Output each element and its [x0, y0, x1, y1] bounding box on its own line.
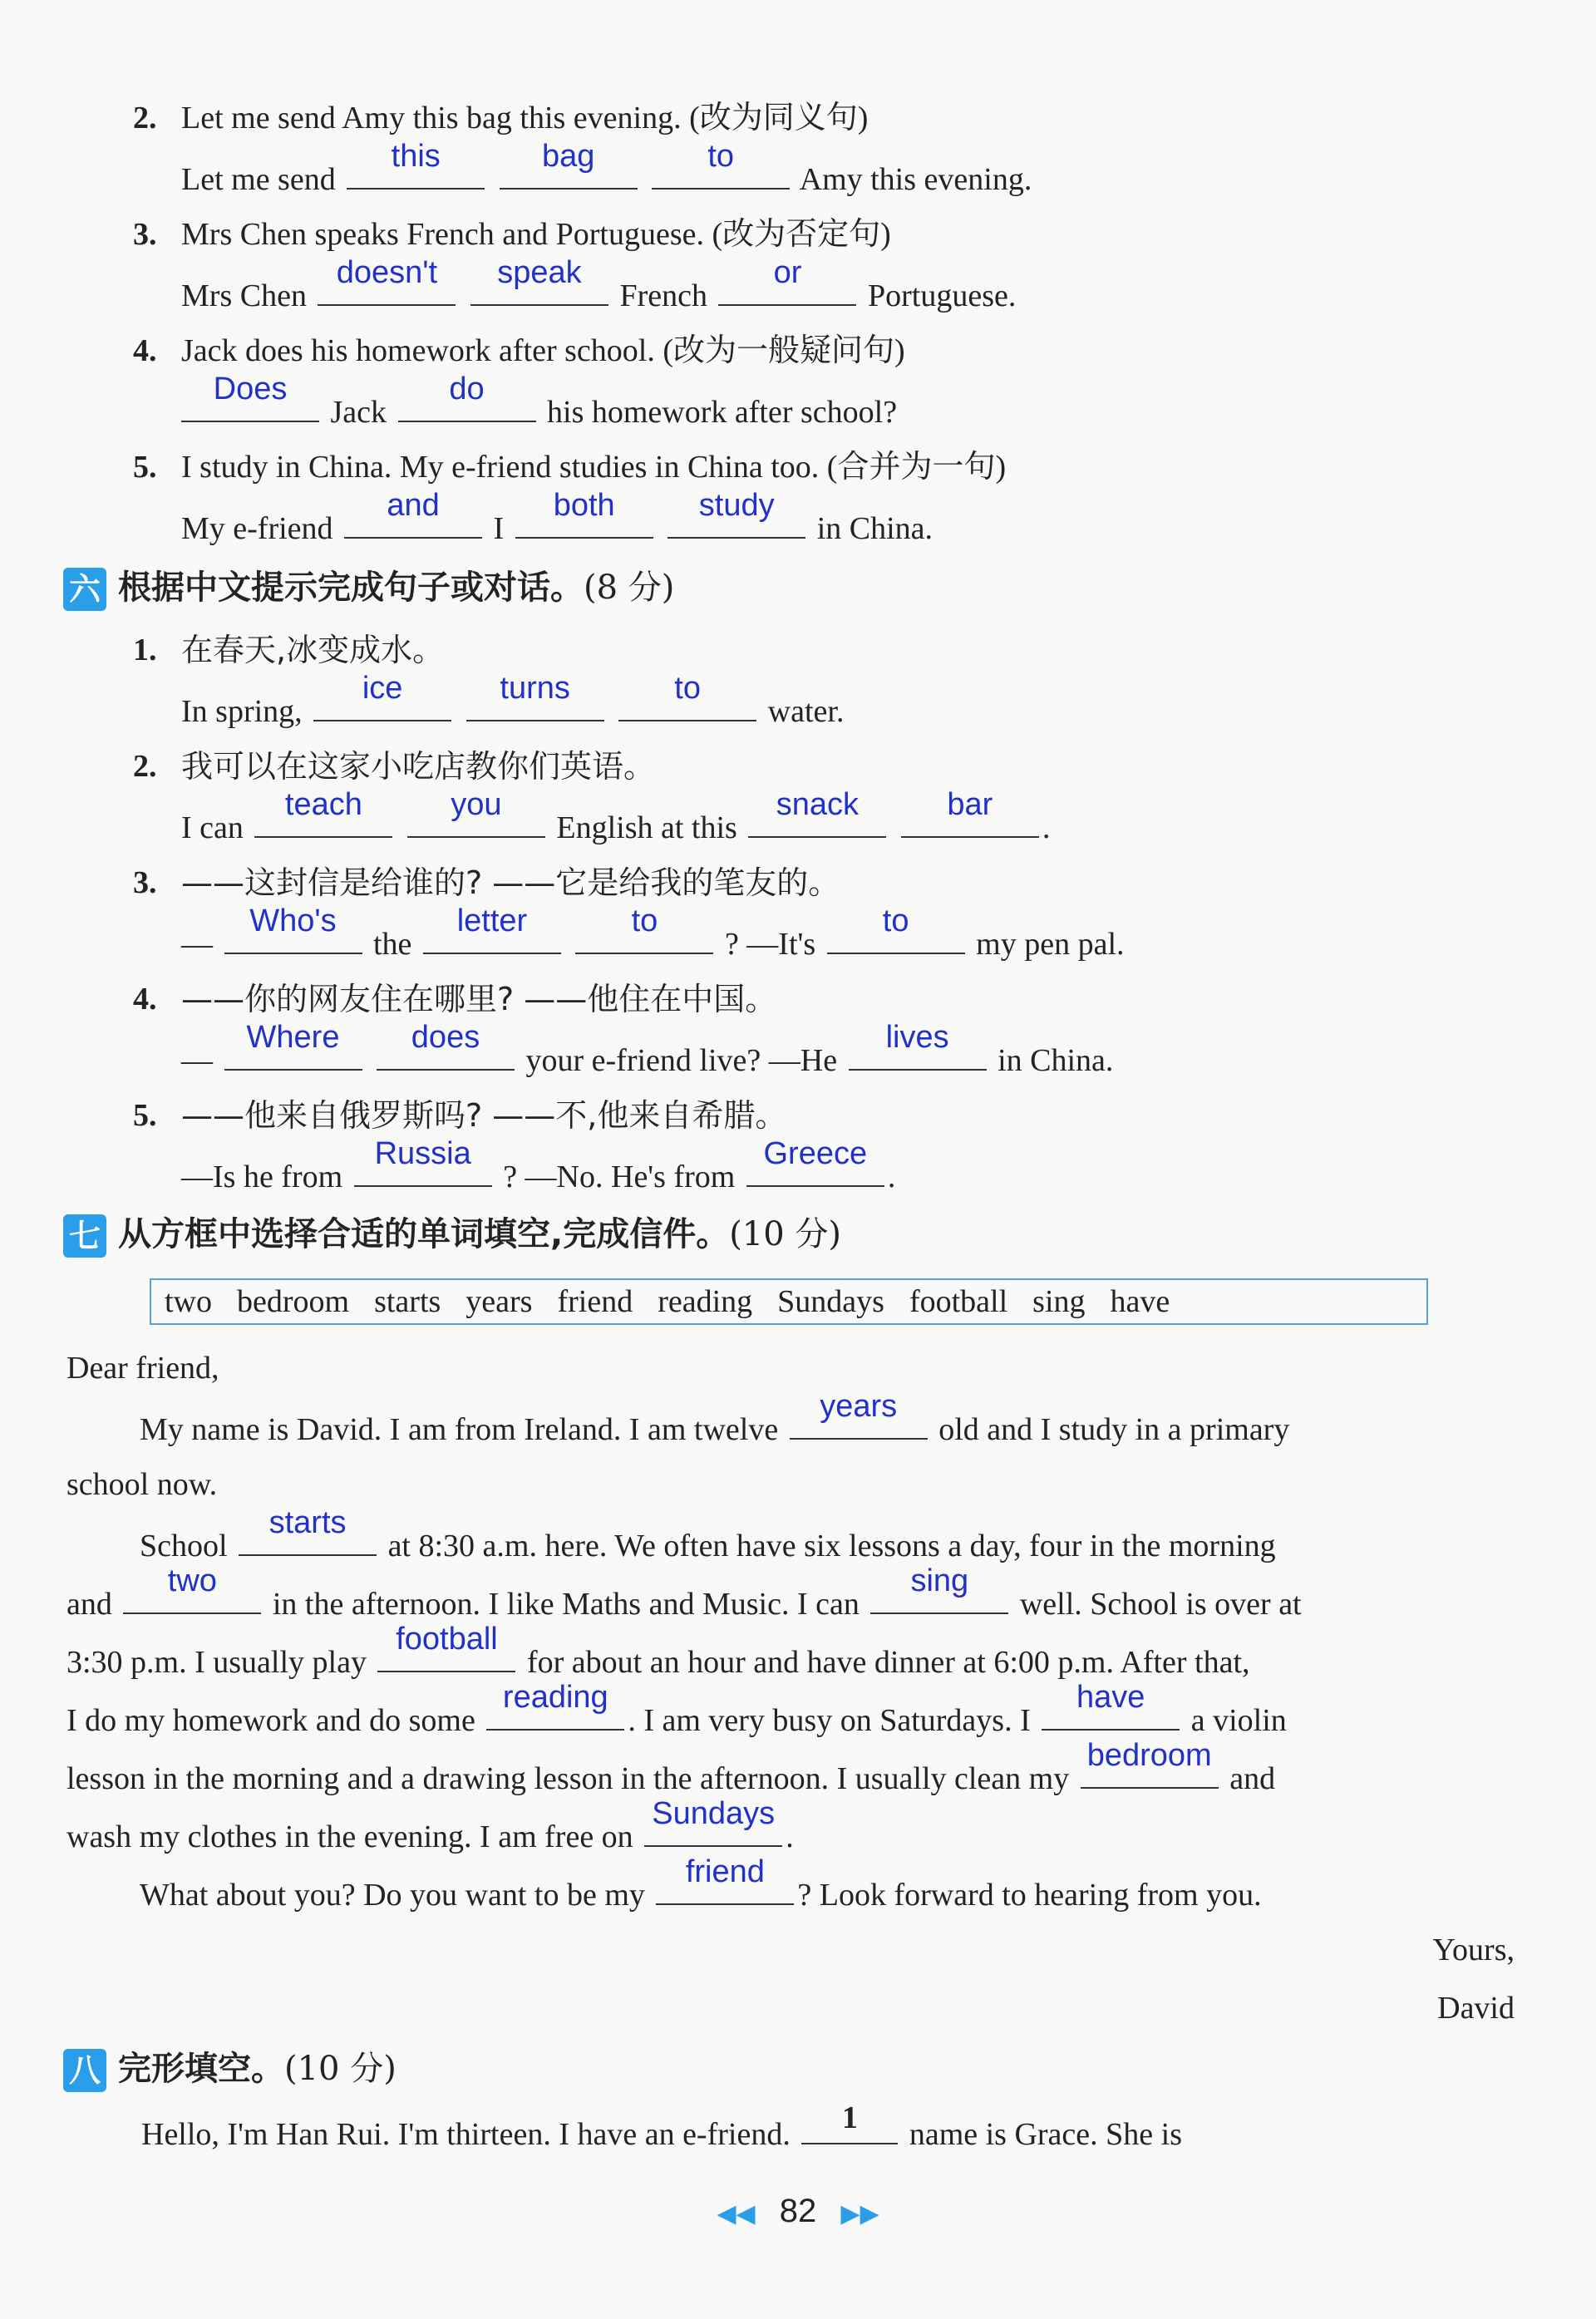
- answer-blank[interactable]: and: [344, 500, 482, 539]
- s6-q3-cn: 3. ——这封信是给谁的? ——它是给我的笔友的。: [133, 864, 840, 901]
- section-badge: 七: [63, 1214, 106, 1258]
- letter-line-8: wash my clothes in the evening. I am free on Sundays .: [66, 1796, 794, 1854]
- answer-blank[interactable]: years: [790, 1401, 928, 1440]
- answer-blank[interactable]: you: [407, 800, 545, 838]
- s6-a2: I can teach you English at this snack bar .: [181, 787, 1051, 845]
- s6-q1-cn: 1. 在春天,冰变成水。: [133, 632, 445, 668]
- letter-line-2: school now.: [66, 1467, 218, 1502]
- s6-a3: — Who's the letter to ? —It's to my pen pal.: [181, 903, 1125, 962]
- s5-a4: Does Jack do his homework after school?: [0, 384, 1596, 434]
- letter-closing: Yours,: [1432, 1932, 1515, 1967]
- cloze-blank[interactable]: 1: [801, 2106, 898, 2144]
- answer-blank[interactable]: both: [515, 500, 653, 539]
- s6-a4: — Where does your e-friend live? —He lives in China.: [181, 1020, 1114, 1078]
- answer-blank[interactable]: this: [347, 151, 485, 190]
- s6-q4-cn: 4. ——你的网友住在哪里? ——他住在中国。: [133, 981, 777, 1017]
- letter-line-7: lesson in the morning and a drawing lesson in the afternoon. I usually clean my bedroom and: [66, 1738, 1276, 1796]
- word-bank-item: football: [909, 1284, 1008, 1319]
- answer-blank[interactable]: have: [1042, 1692, 1180, 1731]
- question-text: Jack does his homework after school. (改为一般疑问句): [181, 333, 905, 368]
- s5-q3: 3. Mrs Chen speaks French and Portuguese. (改为否定句): [0, 209, 1596, 259]
- letter-line-4: and two in the afternoon. I like Maths and Music. I can sing well. School is over at: [66, 1563, 1302, 1622]
- answer-blank[interactable]: bedroom: [1081, 1750, 1219, 1789]
- word-bank-item: two: [165, 1284, 212, 1319]
- letter-line-1: My name is David. I am from Ireland. I am twelve years old and I study in a primary: [140, 1389, 1290, 1447]
- answer-blank[interactable]: snack: [748, 800, 886, 838]
- next-arrows-icon: ▶▶: [840, 2200, 879, 2228]
- answer-blank[interactable]: Who's: [224, 916, 362, 954]
- answer-blank[interactable]: starts: [239, 1518, 377, 1556]
- page-footer: [0, 2186, 1596, 2239]
- s5-a2: Let me send this bag to Amy this evening.: [181, 139, 1032, 197]
- letter-line-6: I do my homework and do some reading . I am very busy on Saturdays. I have a violin: [66, 1680, 1287, 1738]
- question-text: I study in China. My e-friend studies in China too. (合并为一句): [181, 450, 1007, 485]
- answer-blank[interactable]: Greece: [746, 1149, 884, 1187]
- word-bank-item: have: [1110, 1284, 1170, 1319]
- answer-blank[interactable]: lives: [849, 1032, 987, 1071]
- answer-blank[interactable]: ice: [313, 683, 451, 721]
- answer-blank[interactable]: Sundays: [644, 1809, 782, 1847]
- prev-arrows-icon: ◀◀: [717, 2200, 756, 2228]
- section-8-heading: 八 完形填空。(10 分): [63, 2043, 397, 2095]
- cloze-line-1: Hello, I'm Han Rui. I'm thirteen. I have an e-friend. 1 name is Grace. She is: [141, 2100, 1183, 2152]
- answer-blank[interactable]: doesn't: [318, 268, 456, 306]
- word-bank-item: years: [466, 1284, 533, 1319]
- word-bank-item: starts: [374, 1284, 441, 1319]
- answer-blank[interactable]: bag: [500, 151, 638, 190]
- section-6-heading: 六 根据中文提示完成句子或对话。(8 分): [63, 562, 674, 613]
- answer-blank[interactable]: to: [652, 151, 790, 190]
- section-7-heading: 七 从方框中选择合适的单词填空,完成信件。(10 分): [63, 1209, 841, 1260]
- answer-blank[interactable]: Where: [224, 1032, 362, 1071]
- section-badge: 八: [63, 2049, 106, 2092]
- s5-q2: 2. Let me send Amy this bag this evening. (改为同义句): [0, 93, 1596, 143]
- word-bank-box: [150, 1278, 1428, 1325]
- letter-line-5: 3:30 p.m. I usually play football for about an hour and have dinner at 6:00 p.m. After that,: [66, 1622, 1250, 1680]
- word-bank-item: sing: [1032, 1284, 1086, 1319]
- answer-blank[interactable]: or: [718, 268, 856, 306]
- s5-q5: 5. I study in China. My e-friend studies in China too. (合并为一句): [0, 442, 1596, 492]
- word-bank-item: bedroom: [237, 1284, 350, 1319]
- word-bank-item: friend: [557, 1284, 633, 1319]
- question-text: Let me send Amy this bag this evening. (改为同义句): [181, 101, 869, 135]
- answer-blank[interactable]: study: [667, 500, 805, 539]
- letter-line-3: School starts at 8:30 a.m. here. We often have six lessons a day, four in the morning: [140, 1505, 1276, 1563]
- answer-blank[interactable]: to: [575, 916, 713, 954]
- letter-signature: David: [1437, 1991, 1515, 2026]
- s6-q5-cn: 5. ——他来自俄罗斯吗? ——不,他来自希腊。: [133, 1097, 787, 1134]
- answer-blank[interactable]: two: [123, 1576, 261, 1614]
- answer-blank[interactable]: speak: [470, 268, 608, 306]
- answer-blank[interactable]: bar: [901, 800, 1039, 838]
- answer-blank[interactable]: Does: [181, 384, 319, 422]
- question-text: Mrs Chen speaks French and Portuguese. (改为否定句): [181, 217, 891, 252]
- word-bank-item: reading: [658, 1284, 753, 1319]
- answer-blank[interactable]: sing: [870, 1576, 1008, 1614]
- answer-blank[interactable]: does: [377, 1032, 515, 1071]
- answer-blank[interactable]: teach: [254, 800, 392, 838]
- answer-blank[interactable]: reading: [486, 1692, 624, 1731]
- answer-blank[interactable]: letter: [423, 916, 561, 954]
- answer-blank[interactable]: Russia: [354, 1149, 492, 1187]
- s5-a3: Mrs Chen doesn't speak French or Portuguese.: [181, 255, 1017, 313]
- answer-blank[interactable]: to: [618, 683, 756, 721]
- answer-blank[interactable]: turns: [466, 683, 604, 721]
- s5-a5: My e-friend and I both study in China.: [181, 488, 933, 546]
- section-badge: 六: [63, 568, 106, 611]
- answer-blank[interactable]: do: [398, 384, 536, 422]
- page-number: 82: [779, 2193, 817, 2229]
- s6-q2-cn: 2. 我可以在这家小吃店教你们英语。: [133, 748, 656, 785]
- answer-blank[interactable]: friend: [656, 1867, 794, 1905]
- letter-line-9: What about you? Do you want to be my friend ? Look forward to hearing from you.: [140, 1854, 1262, 1913]
- word-bank-item: Sundays: [777, 1284, 884, 1319]
- s5-q4: 4. Jack does his homework after school. (改为一般疑问句): [0, 326, 1596, 376]
- answer-blank[interactable]: to: [827, 916, 965, 954]
- s6-a5: —Is he from Russia ? —No. He's from Greece .: [181, 1136, 896, 1194]
- letter-greeting: Dear friend,: [66, 1351, 219, 1386]
- answer-blank[interactable]: football: [377, 1634, 515, 1672]
- s6-a1: In spring, ice turns to water.: [181, 671, 845, 729]
